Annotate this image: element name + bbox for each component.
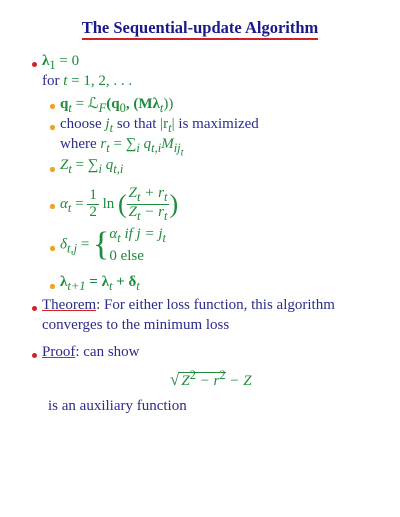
bullet-choose (50, 125, 55, 130)
bullet-alpha (50, 204, 55, 209)
proof-line-2: is an auxiliary function (48, 398, 187, 414)
theorem-line-2: converges to the minimum loss (42, 317, 230, 333)
choose-step: choose $j_t$ so that $|r_t|$ is maximized (60, 116, 259, 135)
loop-header: for t = 1, 2, . . . (42, 73, 133, 89)
proof-line-1: Proof: can show (42, 344, 140, 360)
title-underline (82, 38, 318, 40)
bullet-theorem (32, 306, 37, 311)
alpha-formula: $\alpha_t$ = $\frac{1}{2}$ ln ( $\frac{Z_t + r_t}{Z_t - r_t}$ ) (60, 185, 179, 224)
where-step: where $r_t = \sum_i$ $q_{t,i}M_{ij_t}$ (60, 136, 184, 159)
q-update-formula: $q_t$ = $ℒ_F(q_0$, $(M\lambda_t)$) (60, 96, 174, 115)
theorem-line-1: Theorem: For either loss function, this algorithm (42, 297, 335, 313)
z-formula: $Z_t = \sum_i$ $q_{t,i}$ (60, 157, 124, 176)
bullet-init (32, 62, 37, 67)
lambda-update-formula: $\lambda_{t+1} = \lambda_t + \delta_t$ (60, 274, 140, 293)
bullet-z (50, 167, 55, 172)
bullet-update (50, 284, 55, 289)
bullet-delta (50, 246, 55, 251)
slide-title: The Sequential-update Algorithm (81, 18, 319, 37)
init-formula: $\lambda_1 = 0$ (42, 53, 80, 72)
bullet-q (50, 104, 55, 109)
proof-expression: √ $Z^2 - r^2 - Z$ (170, 368, 252, 389)
bullet-proof (32, 353, 37, 358)
delta-formula: $\delta_{t,j}$ = { $\alpha_t$ if $j = j_t$ 0 else (60, 226, 166, 264)
